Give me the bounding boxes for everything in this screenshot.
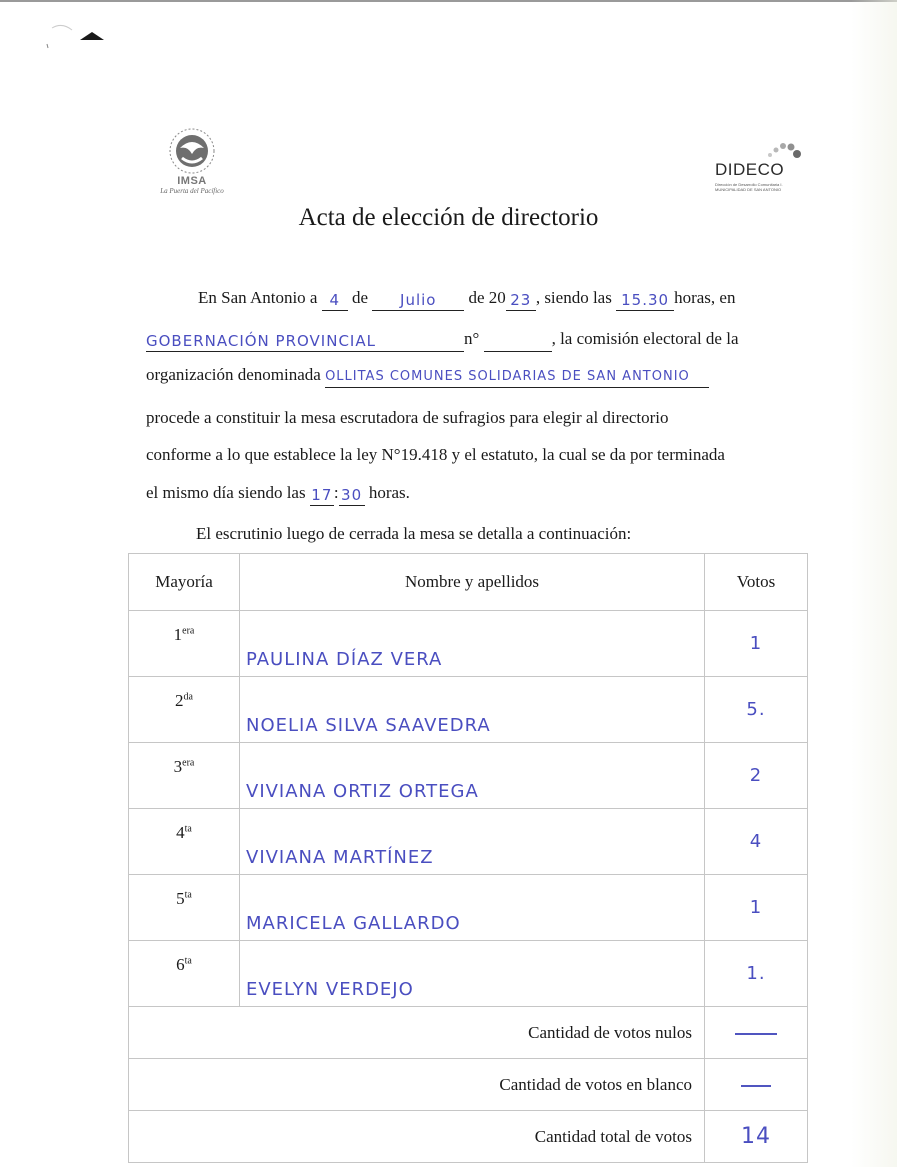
text-fragment: :: [333, 483, 339, 502]
paragraph-line-5: conforme a lo que establece la ley N°19.418 y el estatuto, la cual se da por terminada: [146, 445, 725, 464]
year-field: 23: [506, 290, 536, 311]
text-fragment: el mismo día siendo las: [146, 483, 306, 502]
header-rank: Mayoría: [129, 554, 240, 611]
blank-votes-row: [129, 1059, 808, 1111]
text-fragment: En San Antonio a: [198, 288, 318, 307]
candidate-votes: 1: [705, 875, 808, 941]
scan-top-edge: [0, 0, 897, 2]
table-row: [129, 611, 808, 677]
imsa-tagline: La Puerta del Pacífico: [160, 187, 224, 195]
paragraph-line-3: [146, 362, 709, 388]
rank-cell: [129, 875, 240, 941]
candidate-votes: 1: [705, 611, 808, 677]
candidate-name: NOELIA SILVA SAAVEDRA: [240, 677, 705, 743]
dash-mark: [735, 1033, 777, 1035]
header-votes: Votos: [705, 554, 808, 611]
header-name: Nombre y apellidos: [240, 554, 705, 611]
dideco-subtitle: Dirección de Desarrollo Comunitaria I. MUNICIPALIDAD DE SAN ANTONIO: [715, 182, 783, 192]
table-row: [129, 743, 808, 809]
rank-number: 4: [176, 823, 185, 842]
start-time-field: 15.30: [616, 290, 674, 311]
dideco-dots-icon: [712, 138, 804, 160]
table-row: [129, 875, 808, 941]
paragraph-line-1: [198, 285, 735, 311]
escrutinio-intro: El escrutinio luego de cerrada la mesa se detalla a continuación:: [196, 524, 632, 543]
candidate-name: MARICELA GALLARDO: [240, 875, 705, 941]
rank-cell: [129, 677, 240, 743]
text-fragment: n°: [464, 329, 480, 348]
paragraph-line-4: procede a constituir la mesa escrutadora de sufragios para elegir al directorio: [146, 408, 669, 427]
candidate-votes: 4: [705, 809, 808, 875]
dideco-name: DIDECO: [715, 160, 785, 179]
document-title: Acta de elección de directorio: [298, 204, 599, 231]
rank-suffix: da: [183, 691, 193, 703]
text-fragment: organización denominada: [146, 365, 321, 384]
number-field: [484, 331, 552, 352]
dash-mark: [741, 1085, 771, 1087]
blank-votes-label: Cantidad de votos en blanco: [129, 1059, 705, 1111]
imsa-logo: [146, 126, 238, 198]
imsa-name: IMSA: [177, 175, 207, 187]
candidate-votes: 2: [705, 743, 808, 809]
candidate-name: VIVIANA MARTÍNEZ: [240, 809, 705, 875]
imsa-emblem-icon: [146, 126, 238, 176]
total-votes-label: Cantidad total de votos: [129, 1111, 705, 1163]
organization-field: OLLITAS COMUNES SOLIDARIAS DE SAN ANTONIO: [325, 367, 709, 388]
null-votes-value: [705, 1007, 808, 1059]
candidate-votes: 5.: [705, 677, 808, 743]
end-hour-field: 17: [311, 486, 333, 504]
table-header-row: [129, 554, 808, 611]
table-row: [129, 809, 808, 875]
null-votes-label: Cantidad de votos nulos: [129, 1007, 705, 1059]
scan-right-edge: [851, 0, 897, 1167]
candidate-name: PAULINA DÍAZ VERA: [240, 611, 705, 677]
results-table: [128, 553, 808, 1163]
rank-number: 2: [175, 691, 184, 710]
text-fragment: de: [351, 288, 369, 307]
rank-number: 6: [176, 955, 185, 974]
rank-number: 3: [173, 757, 183, 776]
null-votes-row: [129, 1007, 808, 1059]
candidate-votes: 1.: [705, 941, 808, 1007]
text-fragment: horas, en: [674, 288, 736, 307]
dideco-logo: [712, 138, 804, 198]
place-field: GOBERNACIÓN PROVINCIAL: [146, 331, 464, 352]
rank-cell: [129, 941, 240, 1007]
paragraph-line-2: [146, 326, 739, 352]
rank-number: 1: [173, 625, 183, 644]
scan-smudge: [42, 18, 112, 58]
rank-cell: [129, 743, 240, 809]
month-field: Julio: [372, 290, 464, 311]
text-fragment: , siendo las: [535, 288, 612, 307]
rank-suffix: ta: [184, 823, 192, 835]
rank-number: 5: [176, 889, 185, 908]
text-fragment: , la comisión electoral de la: [551, 329, 739, 348]
rank-suffix: era: [182, 625, 195, 637]
text-fragment: de 20: [468, 288, 506, 307]
blank-votes-value: [705, 1059, 808, 1111]
day-field: 4: [322, 290, 348, 311]
text-fragment: horas.: [368, 483, 410, 502]
table-row: [129, 941, 808, 1007]
candidate-name: VIVIANA ORTIZ ORTEGA: [240, 743, 705, 809]
total-votes-value: 14: [705, 1111, 808, 1163]
rank-suffix: era: [182, 757, 195, 769]
candidate-name: EVELYN VERDEJO: [240, 941, 705, 1007]
total-votes-row: [129, 1111, 808, 1163]
rank-cell: [129, 809, 240, 875]
paragraph-line-6: [146, 480, 410, 506]
rank-suffix: ta: [184, 889, 192, 901]
table-row: [129, 677, 808, 743]
rank-cell: [129, 611, 240, 677]
end-minute-field: 30: [339, 485, 365, 506]
rank-suffix: ta: [184, 955, 192, 967]
